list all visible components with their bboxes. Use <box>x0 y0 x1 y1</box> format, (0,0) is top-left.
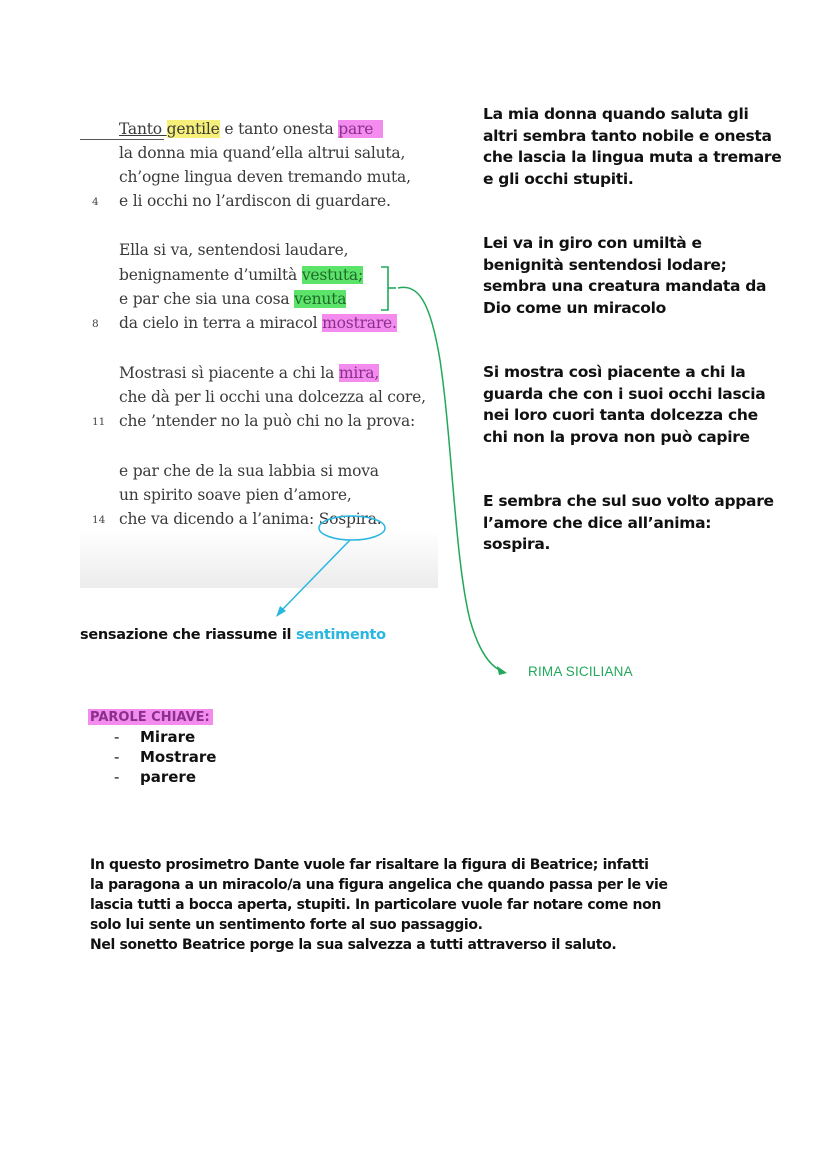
poem-line-10: che dà per li occhi una dolcezza al core, <box>119 388 426 406</box>
summary-line: lascia tutti a bocca aperta, stupiti. In particolare vuole far notare come non <box>90 897 661 913</box>
bullet-dash: - <box>114 748 120 766</box>
poem-line-11: che ’ntender no la può chi no la prova: <box>119 412 416 430</box>
circled-sospira: Sospira. <box>318 510 382 528</box>
keyword-item <box>114 767 216 787</box>
line-number: 8 <box>92 318 99 330</box>
arrow-head-icon <box>276 606 286 617</box>
poem-text: benignamente d’umiltà <box>119 266 302 284</box>
line-number: 14 <box>92 514 106 526</box>
note-stanza-2: Lei va in giro con umiltà e benignità sentendosi lodare; sembra una creatura mandata da Dio come un miracolo <box>483 234 767 317</box>
keywords-list <box>114 727 216 787</box>
poem-text: Mostrasi sì piacente a chi la <box>119 364 339 382</box>
poem-text: che va dicendo a l’anima: <box>119 510 319 528</box>
poem-text: e par che sia una cosa <box>119 290 295 308</box>
keyword-text: parere <box>140 768 197 786</box>
title-underline <box>80 139 164 140</box>
note-stanza-3: Si mostra così piacente a chi la guarda che con i suoi occhi lascia nei loro cuori tanta dolcezza che chi non la prova non può capire <box>483 363 766 446</box>
poem-text: e tanto onesta <box>219 120 339 138</box>
highlight-mira: mira, <box>338 364 380 382</box>
highlight-venuta: venuta <box>294 290 347 308</box>
summary-line: In questo prosimetro Dante vuole far risaltare la figura di Beatrice; infatti <box>90 857 649 873</box>
caption-text: sensazione che riassume il <box>80 627 296 643</box>
summary-line: solo lui sente un sentimento forte al suo passaggio. <box>90 917 483 933</box>
caption-accent: sentimento <box>295 627 386 643</box>
bullet-dash: - <box>114 728 120 746</box>
summary-line: Nel sonetto Beatrice porge la sua salvezza a tutti attraverso il saluto. <box>90 937 617 953</box>
poem-line-5: Ella si va, sentendosi laudare, <box>119 241 349 259</box>
highlight-mostrare: mostrare. <box>322 314 397 332</box>
poem-line-1 <box>119 120 383 138</box>
keyword-item <box>114 727 216 747</box>
poem-line-7 <box>119 290 346 308</box>
arrow-head-icon <box>497 666 507 675</box>
bullet-dash: - <box>114 768 120 786</box>
note-stanza-1: La mia donna quando saluta gli altri sembra tanto nobile e onesta che lascia la lingua muta a tremare e gli occhi stupiti. <box>483 105 782 188</box>
summary-line: la paragona a un miracolo/a una figura angelica che quando passa per le vie <box>90 877 668 893</box>
poem-line-4: e li occhi no l’ardiscon di guardare. <box>119 192 391 210</box>
note-stanza-4: E sembra che sul suo volto appare l’amore che dice all’anima: sospira. <box>483 492 774 553</box>
rima-siciliana-label: RIMA SICILIANA <box>528 664 633 679</box>
line-number: 4 <box>92 196 99 208</box>
poem-line-8 <box>119 314 397 332</box>
poem-line-2: la donna mia quand’ella altrui saluta, <box>119 144 406 162</box>
sospira-caption <box>80 627 386 643</box>
keywords-title: PAROLE CHIAVE: <box>88 709 213 725</box>
poem-line-13: un spirito soave pien d’amore, <box>119 486 352 504</box>
highlight-vestuta: vestuta; <box>301 266 363 284</box>
poem-line-6 <box>119 266 363 284</box>
highlight-pare: pare <box>338 120 383 138</box>
poem-line-3: ch’ogne lingua deven tremando muta, <box>119 168 411 186</box>
poem-line-14 <box>119 510 381 528</box>
poem-line-12: e par che de la sua labbia si mova <box>119 462 379 480</box>
poem-image <box>80 112 438 588</box>
line-number: 11 <box>92 416 106 428</box>
highlight-gentile: gentile <box>166 120 220 138</box>
keyword-text: Mirare <box>140 728 196 746</box>
keyword-item <box>114 747 216 767</box>
keyword-text: Mostrare <box>140 748 217 766</box>
poem-text: Tanto <box>119 120 167 138</box>
poem-text: da cielo in terra a miracol <box>119 314 323 332</box>
poem-line-9 <box>119 364 379 382</box>
summary-paragraph <box>90 855 770 955</box>
